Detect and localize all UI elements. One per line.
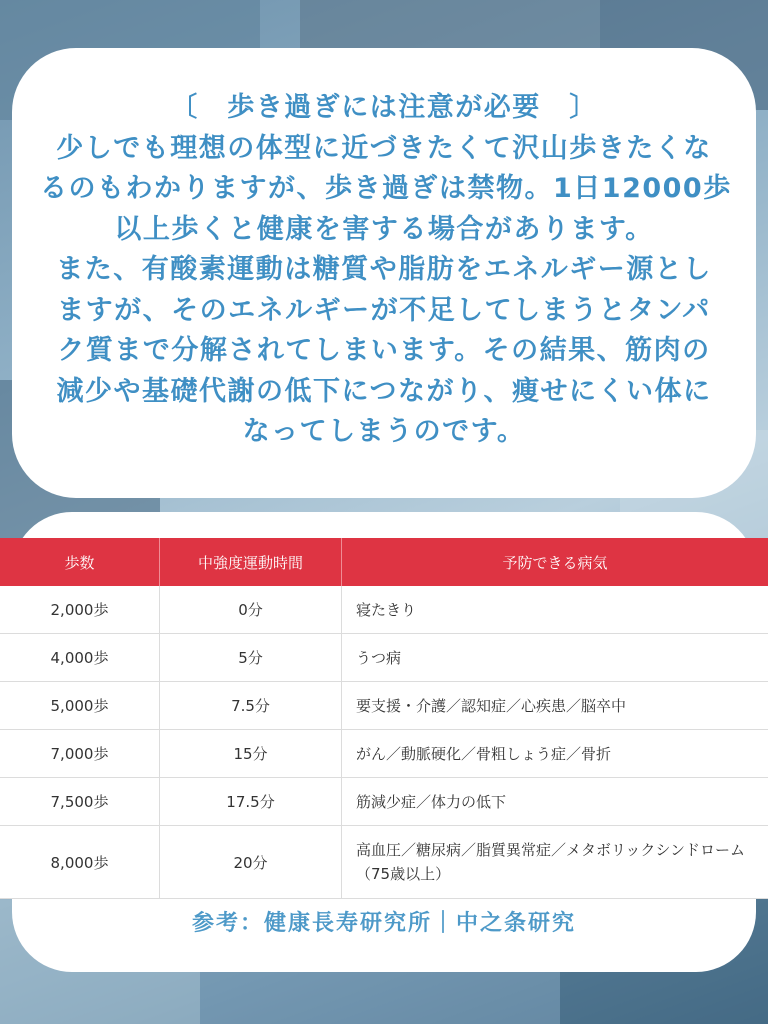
cell-time: 5分 bbox=[160, 634, 342, 682]
note-line: 少しでも理想の体型に近づきたくて沢山歩きたくな bbox=[56, 132, 712, 164]
cell-steps: 5,000歩 bbox=[0, 682, 160, 730]
note-line: また、有酸素運動は糖質や脂肪をエネルギー源とし bbox=[56, 254, 712, 285]
cell-steps: 7,000歩 bbox=[0, 730, 160, 778]
cell-disease: 要支援・介護／認知症／心疾患／脳卒中 bbox=[342, 682, 768, 730]
warning-note bbox=[40, 88, 732, 453]
note-line: ますが、そのエネルギーが不足してしまうとタンパ bbox=[57, 294, 711, 326]
note-line: 減少や基礎代謝の低下につながり、痩せにくい体に bbox=[56, 375, 712, 407]
cell-time: 7.5分 bbox=[160, 682, 342, 730]
cell-time: 20分 bbox=[160, 826, 342, 899]
note-line: なってしまうのです。 bbox=[242, 416, 526, 447]
cell-time: 0分 bbox=[160, 586, 342, 634]
table-row bbox=[0, 634, 768, 682]
cell-steps: 8,000歩 bbox=[0, 826, 160, 899]
table-row bbox=[0, 730, 768, 778]
cell-disease: 寝たきり bbox=[342, 586, 768, 634]
table-row bbox=[0, 586, 768, 634]
header-disease: 予防できる病気 bbox=[342, 538, 768, 586]
cell-disease: 筋減少症／体力の低下 bbox=[342, 778, 768, 826]
note-line: るのもわかりますが、歩き過ぎは禁物。1日12000歩 bbox=[40, 173, 732, 204]
cell-steps: 2,000歩 bbox=[0, 586, 160, 634]
reference-source: 参考：健康長寿研究所｜中之条研究 bbox=[191, 911, 576, 936]
note-line: ク質まで分解されてしまいます。その結果、筋肉の bbox=[57, 335, 711, 366]
table-row bbox=[0, 826, 768, 899]
steps-table bbox=[0, 538, 768, 899]
note-heading: 〔 歩き過ぎには注意が必要 〕 bbox=[170, 92, 598, 123]
cell-disease: うつ病 bbox=[342, 634, 768, 682]
table-row bbox=[0, 778, 768, 826]
cell-disease: がん／動脈硬化／骨粗しょう症／骨折 bbox=[342, 730, 768, 778]
header-time: 中強度運動時間 bbox=[160, 538, 342, 586]
cell-disease: 高血圧／糖尿病／脂質異常症／メタボリックシンドローム（75歳以上） bbox=[342, 826, 768, 899]
table-row bbox=[0, 682, 768, 730]
cell-time: 17.5分 bbox=[160, 778, 342, 826]
header-steps: 歩数 bbox=[0, 538, 160, 586]
cell-steps: 4,000歩 bbox=[0, 634, 160, 682]
cell-steps: 7,500歩 bbox=[0, 778, 160, 826]
note-line: 以上歩くと健康を害する場合があります。 bbox=[114, 213, 654, 245]
table-header-row bbox=[0, 538, 768, 586]
cell-time: 15分 bbox=[160, 730, 342, 778]
